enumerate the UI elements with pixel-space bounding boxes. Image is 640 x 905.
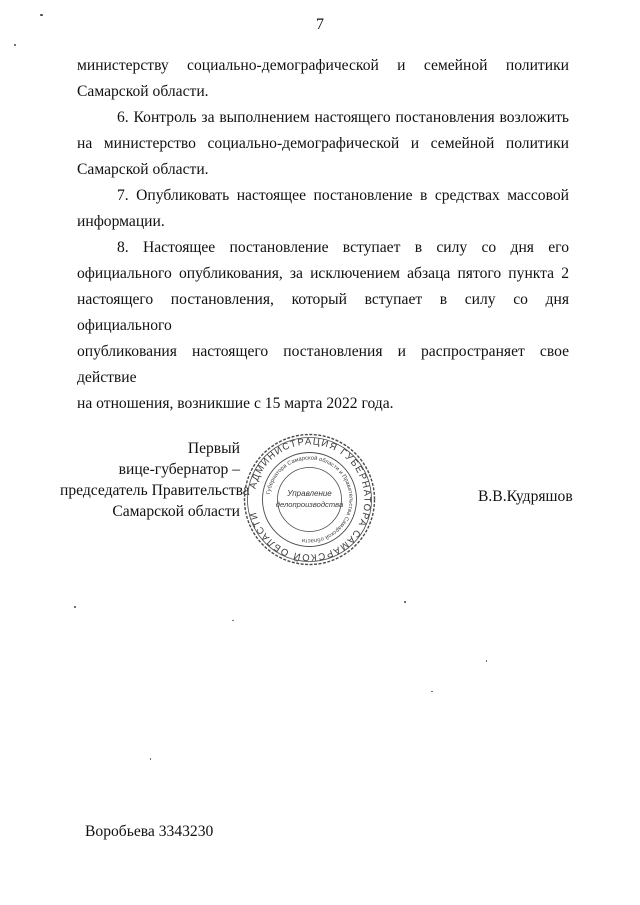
signatory-position-line: вице-губернатор –: [118, 461, 240, 478]
stamp-center-line-2: делопроизводства: [275, 500, 344, 509]
scan-speck: [74, 606, 76, 608]
stamp-center-line-1: Управление: [287, 489, 332, 498]
text-line: 7. Опубликовать настоящее постановление в средствах массовой: [117, 187, 569, 204]
scan-speck: [486, 660, 487, 662]
text-line: настоящего постановления, который вступает в силу со дня официального: [77, 291, 569, 334]
signatory-position: [60, 438, 250, 522]
scan-speck: [431, 691, 433, 692]
text-line: на министерство социально-демографической и семейной политики: [77, 135, 569, 152]
text-line: 6. Контроль за выполнением настоящего постановления возложить: [117, 109, 569, 126]
scan-speck: [14, 44, 16, 46]
paragraph-continuation: [77, 53, 569, 105]
signatory-position-line: Первый: [187, 440, 240, 457]
paragraph-6: [77, 105, 569, 183]
scan-speck: [150, 758, 151, 760]
text-line: официального опубликования, за исключением абзаца пятого пункта 2: [77, 265, 569, 282]
paragraph-8: [77, 235, 569, 417]
signatory-position-line: председатель Правительства: [60, 482, 250, 499]
stamp-outer-text: АДМИНИСТРАЦИЯ ГУБЕРНАТОРА САМАРСКОЙ ОБЛАСТИ: [247, 436, 373, 563]
text-line: Самарской области.: [77, 161, 209, 178]
signer-name: В.В.Кудряшов: [478, 488, 573, 505]
text-line: Самарской области.: [77, 83, 209, 100]
text-line: опубликования настоящего постановления и распространяет свое действие: [77, 343, 569, 386]
text-line: на отношения, возникшие с 15 марта 2022 года.: [77, 395, 394, 412]
page-number: 7: [316, 16, 324, 33]
text-line: министерству социально-демографической и семейной политики: [77, 57, 569, 74]
text-line: информации.: [77, 213, 165, 230]
stamp-inner-text: Губернатора Самарской области и Правительства Самарской области: [265, 455, 354, 544]
document-body: [77, 53, 569, 417]
scan-speck: [40, 14, 43, 16]
scan-speck: [404, 601, 406, 603]
text-line: 8. Настоящее постановление вступает в силу со дня его: [117, 239, 569, 256]
signatory-position-line: Самарской области: [112, 503, 240, 520]
executor-contact: Воробьева 3343230: [85, 823, 214, 840]
official-stamp: [242, 432, 377, 567]
scan-speck: [232, 620, 234, 621]
paragraph-7: [77, 183, 569, 235]
